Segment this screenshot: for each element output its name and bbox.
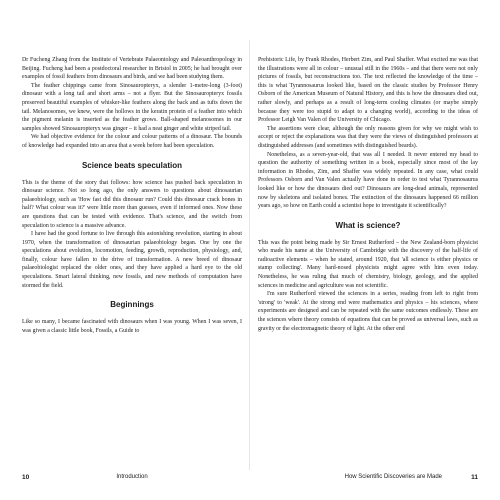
paragraph: Prehistoric Life, by Frank Rhodes, Herbert Zim, and Paul Shaffer. What excited me was that the illustrations were all in colour – unusual still in the 1960s – and that there were not only pictures of fossils, but reconstructions too. The text reflected the knowledge of the time – this is what Tyrannosaurus looked like, based on the classic studies by Professor Henry Osborn of the American Museum of Natural History, and this is how the dinosaurs died out, rather slowly, and perhaps as a result of long-term cooling climates (or maybe simply because they were too stupid to adapt to a changing world), according to the ideas of Professor Leigh Van Valen of the University of Chicago. — [258, 57, 478, 124]
page-footer — [22, 474, 242, 484]
paragraph: This is the theme of the story that follows: how science has pushed back speculation in dinosaur science. Not so long ago, the only answers to questions about dinosaurian palaeobiology, such as 'How fast did this dinosaur run? Could this dinosaur crack bones in half? What colour was it?' were little more than guesses, even if informed ones. Now these are questions that can be tested with evidence. That's science, and the switch from speculation to science is a massive advance. — [22, 179, 242, 229]
paragraph: The feather chippings came from Sinosauropteryx, a slender 1-metre-long (3-foot) dinosaur with a long tail and short arms – not a flyer. But the Sinosauropteryx fossils preserved beautiful examples of whisker-like feathers along the back and as tufts down the tail. Melanosomes, we knew, were the hollows in the keratin protein of a feather into which the pigment melanin is inserted as the feather grows. Ball-shaped melanosomes in our samples showed Sinosauropteryx was ginger – it had a neat ginger and white striped tail. — [22, 82, 242, 132]
page-footer — [258, 474, 478, 484]
running-title: How Scientific Discoveries are Made — [344, 474, 442, 480]
paragraph: Like so many, I became fascinated with dinosaurs when I was young. When I was seven, I was given a classic little book, Fossils, a Guide to — [22, 319, 242, 334]
section-heading: What is science? — [335, 220, 401, 230]
paragraph: We had objective evidence for the colour and colour patterns of a dinosaur. The bounds of knowledge had expanded into an area that a week before had been speculation. — [22, 134, 242, 149]
paragraph: I'm sure Rutherford viewed the sciences in a series, reading from left to right from 'strong' to 'weak'. At the strong end were mathematics and physics – his sciences, where experiments are designed and can be repeated with the same outcomes endlessly. These are the sciences where theory consists of equations that can be proved as universal laws, such as gravity or the electromagnetic theory of light. At the other end — [258, 291, 478, 332]
page-number: 11 — [471, 474, 478, 481]
paragraph: I have had the good fortune to live through this astonishing revolution, starting in about 1970, when the transformation of dinosaurian palaeobiology began. One by one the speculations about evolution, locomotion, feeding, growth, reproduction, physiology, and, finally, colour have fallen to the drive of transformation. A new breed of dinosaur palaeobiologist replaced the older ones, and they have applied a hard eye to the old speculations. Smart lateral thinking, new fossils, and new methods of computation have stormed the field. — [22, 231, 242, 289]
right-page — [250, 0, 500, 500]
paragraph: Nonetheless, as a seven-year-old, that was all I needed. It never entered my head to question the authority of something written in a book, especially since most of the lay information in Rhodes, Zim, and Shaffer was widely repeated. In any case, what could Professors Osborn and Van Valen actually have done in order to test what Tyrannosaurus looked like or how the dinosaurs died out? Dinosaurs are long-dead animals, represented now by skeletons and isolated bones. The extinction of the dinosaurs happened 66 million years ago, so how on Earth could a scientist hope to investigate it scientifically? — [258, 151, 478, 210]
paragraph: The assertions were clear, although the only reasons given for why we might wish to accept or reject the explanations was that they were the views of distinguished professors at distinguished addresses (and sometimes with distinguished beards). — [258, 125, 478, 149]
section-heading: Science beats speculation — [81, 160, 183, 170]
section-heading: Beginnings — [110, 300, 154, 310]
page-number: 10 — [22, 474, 30, 481]
running-title: Introduction — [116, 474, 148, 480]
paragraph: Dr Fucheng Zhang from the Institute of Vertebrate Palaeontology and Paleoanthropology in Beijing. Fucheng had been a postdoctoral researcher in Bristol in 2005; he had brought over examples of fossil feathers from dinosaurs and birds, and we had been studying them. — [22, 57, 242, 81]
paragraph: This was the point being made by Sir Ernest Rutherford – the New Zealand-born physicist who made his name at the University of Cambridge with the discovery of the half-life of radioactive elements – when he stated, around 1920, that 'all science is either physics or stamp collecting'. Many hard-nosed physicists might agree with him even today. Nonetheless, he was ruling that much of chemistry, biology, geology, and the applied sciences in medicine and agriculture was not scientific. — [258, 239, 478, 289]
